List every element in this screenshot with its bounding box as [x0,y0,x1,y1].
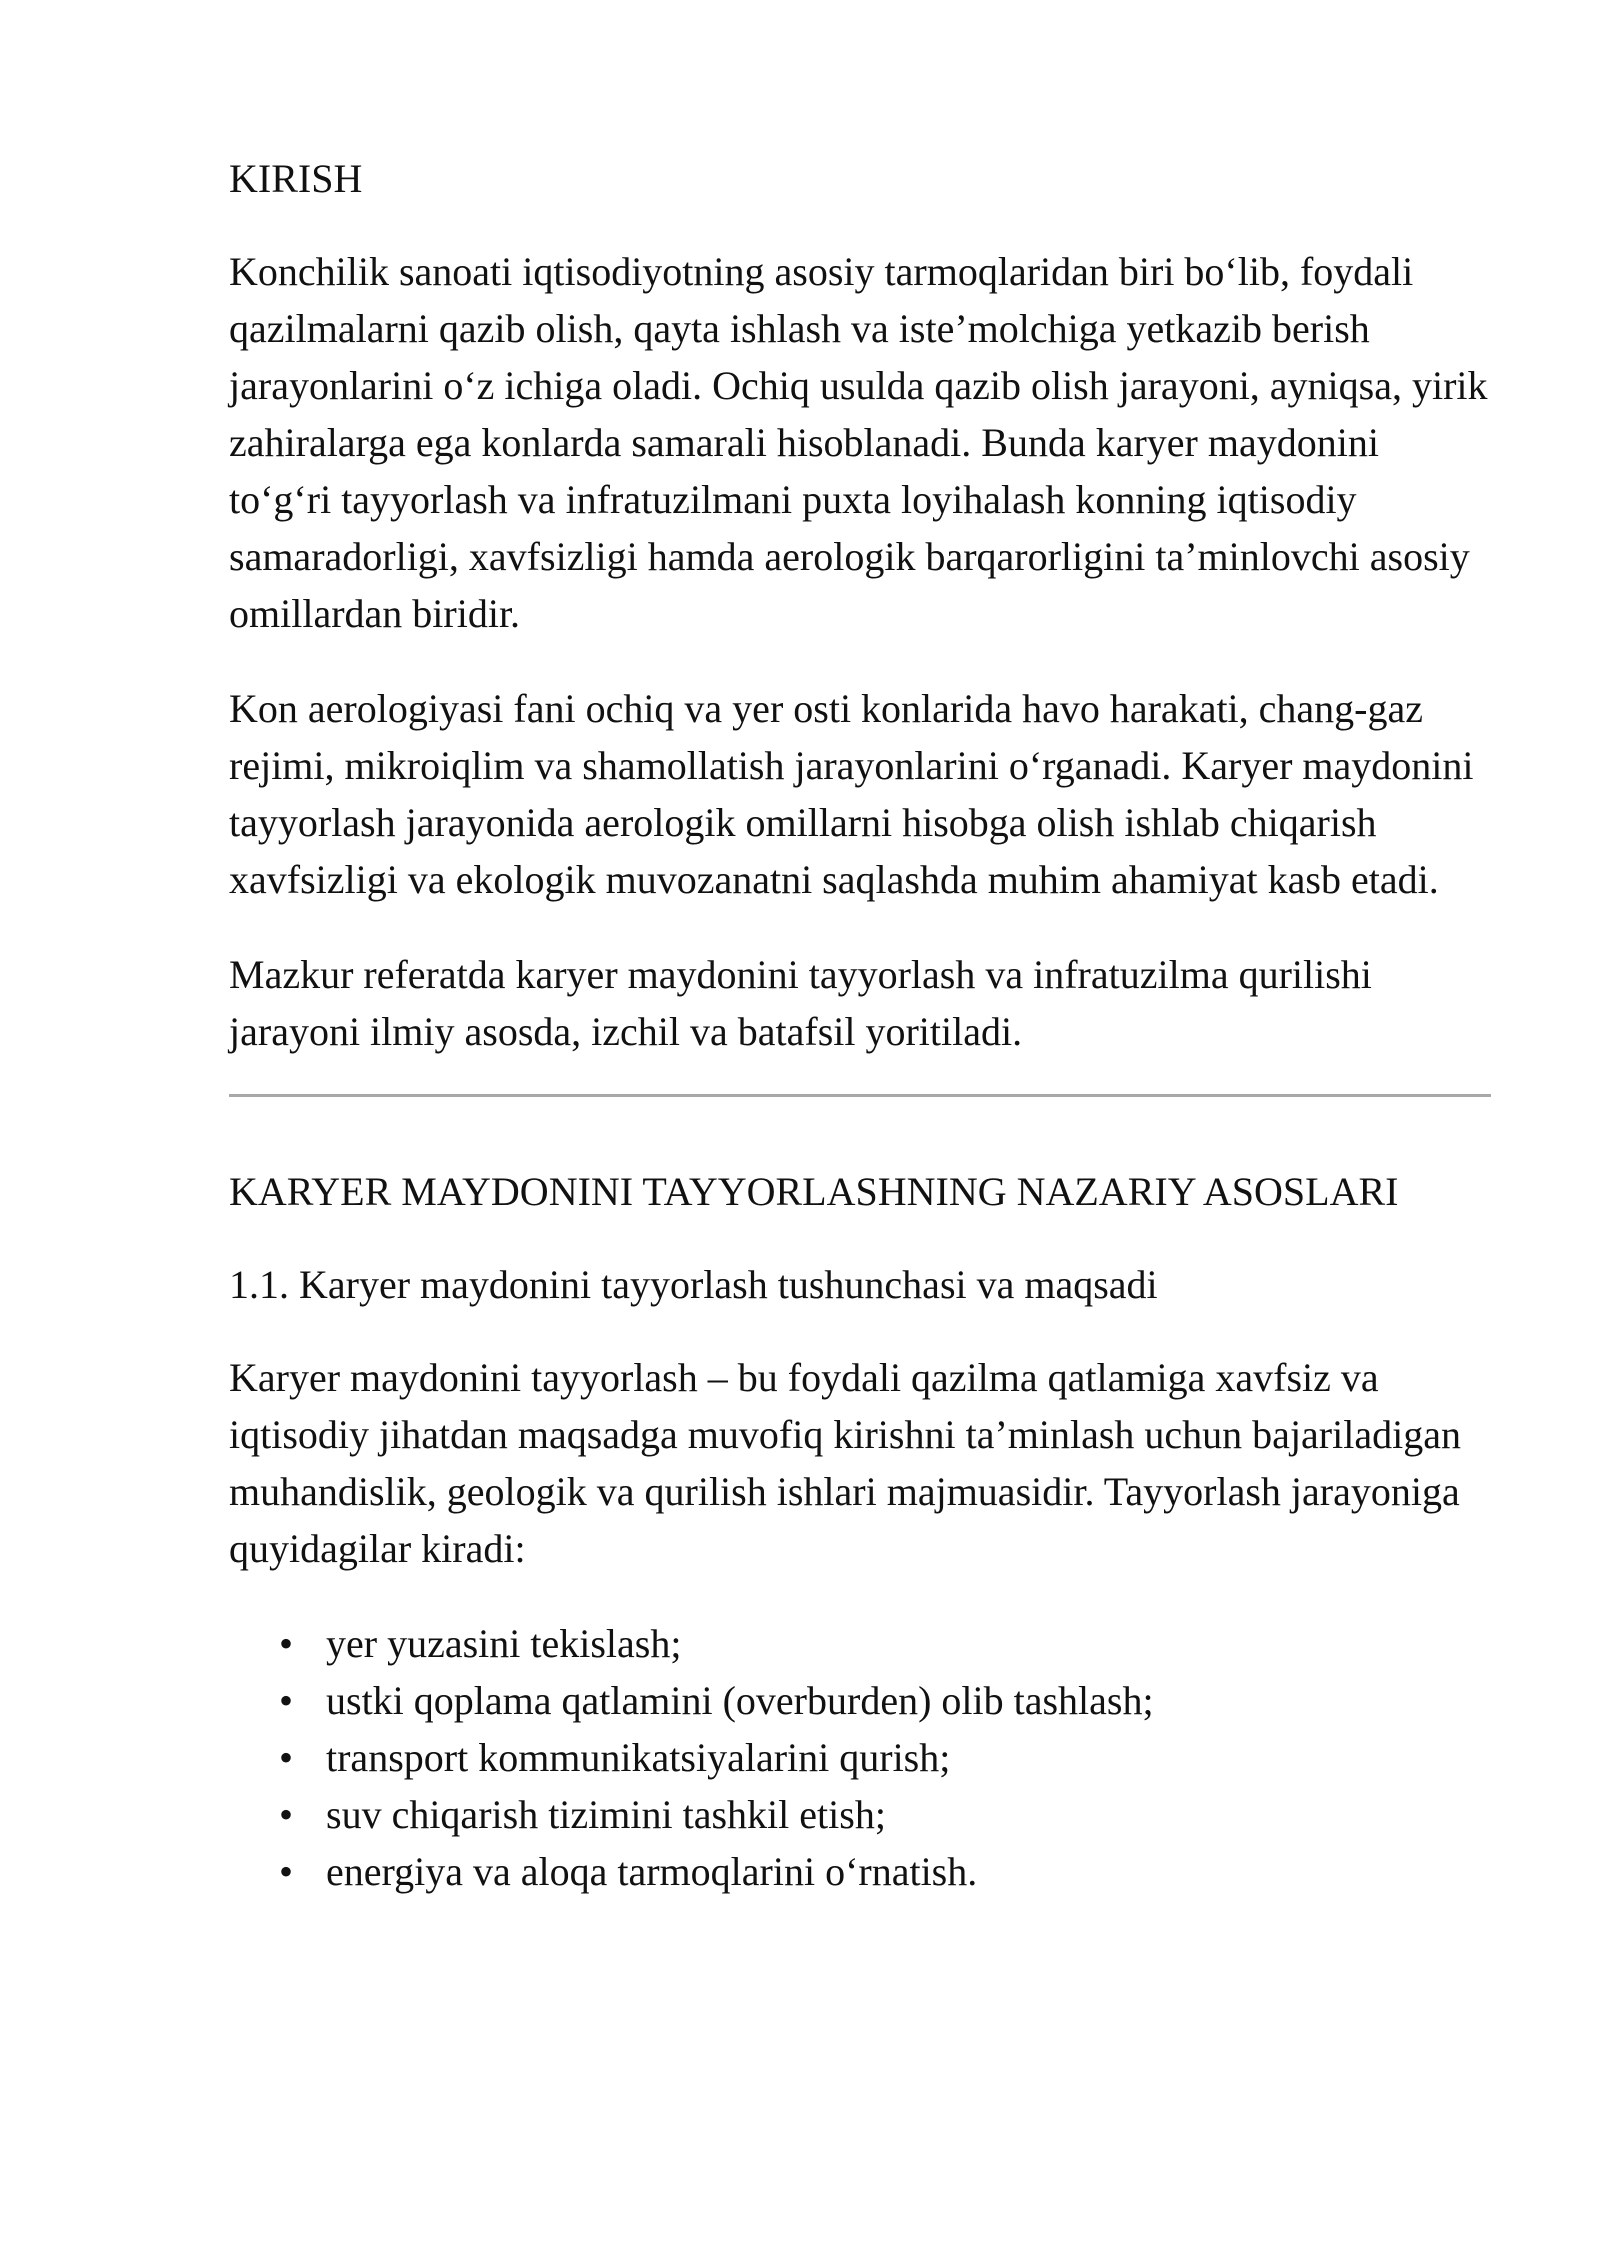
list-item [229,1786,1491,1843]
section-heading-kirish: KIRISH [229,156,363,201]
list-item [229,1843,1491,1900]
list-item [229,1672,1491,1729]
intro-paragraph-1: Konchilik sanoati iqtisodiyotning asosiy tarmoqlaridan biri bo‘lib, foydali qazilmalarni qazib olish, qayta ishlash va iste’molchiga yetkazib berish jarayonlarini o‘z ichiga oladi. Ochiq usulda qazib olish jarayoni, ayniqsa, yirik zahiralarga ega konlarda samarali hisoblanadi. Bunda karyer maydonini to‘g‘ri tayyorlash va infratuzilmani puxta loyihalash konning iqtisodiy samaradorligi, xavfsizligi hamda aerologik barqarorligini ta’minlovchi asosiy omillardan biridir. [229,249,1488,636]
definition-paragraph: Karyer maydonini tayyorlash – bu foydali qazilma qatlamiga xavfsiz va iqtisodiy jihatdan maqsadga muvofiq kirishni ta’minlash uchun bajariladigan muhandislik, geologik va qurilish ishlari majmuasidir. Tayyorlash jarayoniga quyidagilar kiradi: [229,1355,1461,1571]
list-item-text: suv chiqarish tizimini tashkil etish; [326,1792,886,1837]
bullet-icon: • [278,1621,293,1666]
intro-paragraph-3: Mazkur referatda karyer maydonini tayyorlash va infratuzilma qurilishi jarayoni ilmiy asosda, izchil va batafsil yoritiladi. [229,952,1372,1054]
section-heading-nazariy-asoslari: KARYER MAYDONINI TAYYORLASHNING NAZARIY ASOSLARI [229,1169,1399,1214]
section-divider [229,1094,1491,1097]
subsection-heading: 1.1. Karyer maydonini tayyorlash tushunchasi va maqsadi [229,1262,1158,1307]
document-content [229,150,1491,1900]
list-item [229,1615,1491,1672]
bullet-icon: • [278,1678,293,1723]
bullet-icon: • [278,1849,293,1894]
bullet-icon: • [278,1735,293,1780]
list-item-text: transport kommunikatsiyalarini qurish; [326,1735,951,1780]
intro-paragraph-2: Kon aerologiyasi fani ochiq va yer osti konlarida havo harakati, chang-gaz rejimi, mikroiqlim va shamollatish jarayonlarini o‘rganadi. Karyer maydonini tayyorlash jarayonida aerologik omillarni hisobga olish ishlab chiqarish xavfsizligi va ekologik muvozanatni saqlashda muhim ahamiyat kasb etadi. [229,686,1474,902]
list-item-text: energiya va aloqa tarmoqlarini o‘rnatish. [326,1849,978,1894]
list-item-text: yer yuzasini tekislash; [326,1621,682,1666]
list-item [229,1729,1491,1786]
bullet-icon: • [278,1792,293,1837]
list-item-text: ustki qoplama qatlamini (overburden) olib tashlash; [326,1678,1154,1723]
preparation-steps-list [229,1615,1491,1900]
